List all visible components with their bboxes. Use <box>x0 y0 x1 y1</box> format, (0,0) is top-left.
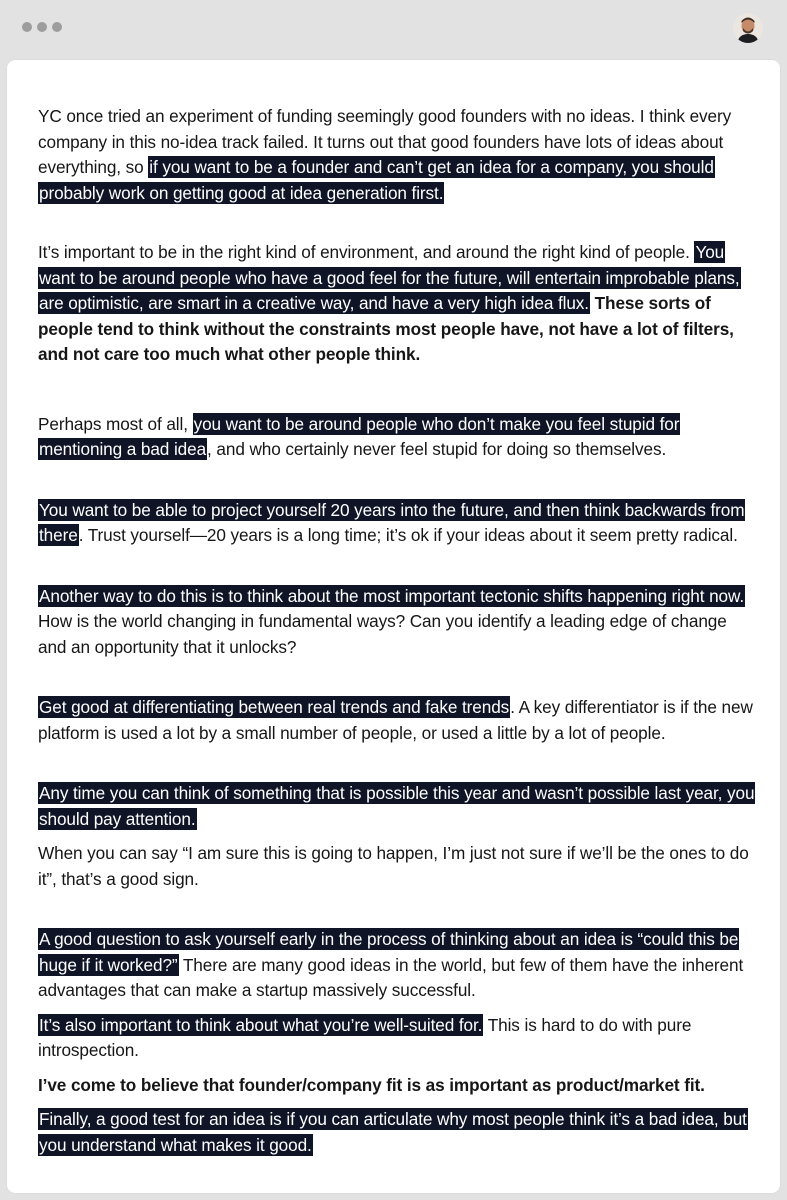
paragraph <box>38 240 758 368</box>
paragraph-text: There are many good ideas in the world, but few of them have the inherent advantages that can make a startup massively successful. <box>38 954 744 1000</box>
highlighted-text[interactable]: A good question to ask yourself early in the process of thinking about an idea is “could this be huge if it worked?” <box>39 929 739 975</box>
paragraph <box>38 412 758 463</box>
paragraph <box>38 584 758 661</box>
window-controls <box>22 22 62 32</box>
highlighted-text[interactable]: Any time you can think of something that is possible this year and wasn’t possible last year, you should pay attention. <box>39 783 755 829</box>
paragraph <box>38 927 758 1004</box>
paragraph-text: How is the world changing in fundamental ways? Can you identify a leading edge of change and an opportunity that it unlocks? <box>38 611 727 657</box>
paragraph <box>38 781 758 832</box>
user-avatar-icon[interactable] <box>733 13 763 43</box>
highlighted-text[interactable]: Get good at differentiating between real trends and fake trends <box>39 697 510 717</box>
highlighted-text[interactable]: You want to be able to project yourself 20 years into the future, and then think backwards from there <box>39 499 745 545</box>
highlighted-text[interactable]: Another way to do this is to think about the most important tectonic shifts happening right now. <box>39 585 745 606</box>
highlighted-text[interactable]: You want to be around people who have a good feel for the future, will entertain improbable plans, are optimistic, are smart in a creative way, and have a very high idea flux. <box>39 242 740 313</box>
highlighted-text[interactable]: Finally, a good test for an idea is if you can articulate why most people think it’s a bad idea, but you understand what makes it good. <box>39 1109 747 1155</box>
window-dot-icon[interactable] <box>22 22 32 32</box>
essay-content <box>38 104 758 1158</box>
window-dot-icon[interactable] <box>37 22 47 32</box>
paragraph <box>38 1107 758 1158</box>
window-dot-icon[interactable] <box>52 22 62 32</box>
paragraph <box>38 104 758 206</box>
paragraph-text: YC once tried an experiment of funding seemingly good founders with no ideas. I think every company in this no-idea track failed. It turns out that good founders have lots of ideas about everything, so <box>38 106 732 177</box>
paragraph-text: When you can say “I am sure this is going to happen, I’m just not sure if we’ll be the ones to do it”, that’s a good sign. <box>38 843 749 889</box>
highlighted-text[interactable]: It’s also important to think about what you’re well-suited for. <box>39 1014 483 1035</box>
paragraph-text: Perhaps most of all, <box>38 413 193 434</box>
paragraph-text: , and who certainly never feel stupid for doing so themselves. <box>207 439 667 459</box>
paragraph <box>38 841 758 892</box>
paragraph <box>38 1013 758 1064</box>
bold-text: I’ve come to believe that founder/company fit is as important as product/market fit. <box>38 1074 705 1095</box>
highlighted-text[interactable]: you want to be around people who don’t make you feel stupid for mentioning a bad idea <box>39 413 680 459</box>
window-titlebar <box>0 0 787 58</box>
paragraph-text: . Trust yourself—20 years is a long time; it’s ok if your ideas about it seem pretty radical. <box>78 525 738 545</box>
paragraph <box>38 1073 758 1099</box>
paragraph-text: This is hard to do with pure introspection. <box>38 1014 692 1060</box>
paragraph <box>38 695 758 746</box>
paragraph-text: It’s important to be in the right kind of environment, and around the right kind of people. <box>38 242 695 262</box>
paragraph-text: . A key differentiator is if the new platform is used a lot by a small number of people, or used a little by a lot of people. <box>38 697 753 743</box>
bold-text: These sorts of people tend to think without the constraints most people have, not have a lot of filters, and not care too much what other people think. <box>38 293 734 364</box>
highlighted-text[interactable]: if you want to be a founder and can’t get an idea for a company, you should probably work on getting good at idea generation first. <box>39 157 714 203</box>
paragraph <box>38 498 758 549</box>
